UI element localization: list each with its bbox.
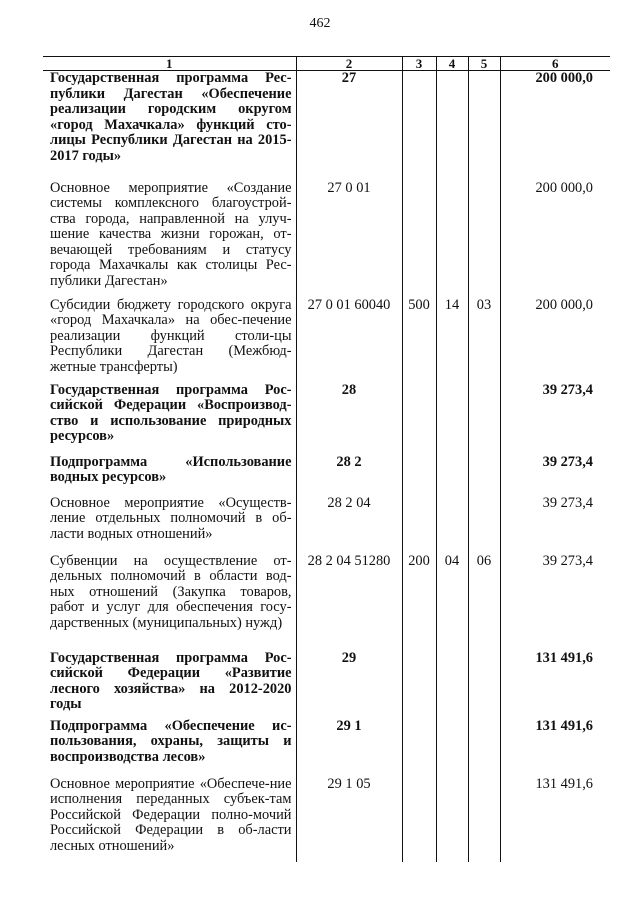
column-header-2: 2 — [296, 57, 402, 71]
table-row — [43, 777, 610, 862]
section-code-cell — [436, 455, 468, 496]
item-name-cell: Государственная программа Рос-сийской Федерации «Развитие лесного хозяйства» на 2012-2020 годы — [50, 649, 292, 712]
expense-type-cell — [402, 181, 436, 298]
item-name-cell: Государственная программа Рес-публики Дагестан «Обеспечение реализации городским округом «город Махачкала» функций сто-лицы Республики Дагестан на 2015-2017 годы» — [50, 70, 292, 164]
expense-type-cell — [402, 71, 436, 181]
item-name-cell: Субсидии бюджету городского округа «город Махачкала» на обес-печение реализации функций столи-цы Республики Дагестан (Межбюд-жетные трансферты) — [50, 296, 292, 375]
amount-cell: 200 000,0 — [500, 298, 610, 383]
subsection-code-cell: 03 — [468, 298, 500, 383]
subsection-code-cell — [468, 71, 500, 181]
table-row — [43, 383, 610, 455]
column-header-4: 4 — [436, 57, 468, 71]
target-code-cell: 28 2 04 — [296, 496, 402, 554]
section-code-cell — [436, 496, 468, 554]
target-code-cell: 28 — [296, 383, 402, 455]
section-code-cell — [436, 383, 468, 455]
amount-cell: 200 000,0 — [500, 181, 610, 298]
table-row — [43, 298, 610, 383]
expense-type-cell: 500 — [402, 298, 436, 383]
section-code-cell — [436, 777, 468, 862]
target-code-cell: 29 1 — [296, 719, 402, 777]
section-code-cell — [436, 651, 468, 719]
expense-type-cell — [402, 777, 436, 862]
target-code-cell: 29 — [296, 651, 402, 719]
table-row — [43, 181, 610, 298]
amount-cell: 131 491,6 — [500, 719, 610, 777]
section-code-cell — [436, 181, 468, 298]
item-name-cell: Подпрограмма «Обеспечение ис-пользования, охраны, защиты и воспроизводства лесов» — [50, 717, 292, 765]
target-code-cell: 27 — [296, 71, 402, 181]
column-header-6: 6 — [500, 57, 610, 71]
subsection-code-cell: 06 — [468, 554, 500, 651]
column-header-5: 5 — [468, 57, 500, 71]
subsection-code-cell — [468, 455, 500, 496]
amount-cell: 39 273,4 — [500, 383, 610, 455]
amount-cell: 39 273,4 — [500, 554, 610, 651]
target-code-cell: 28 2 04 51280 — [296, 554, 402, 651]
table-row — [43, 719, 610, 777]
item-name-cell: Государственная программа Рос-сийской Федерации «Воспроизвод-ство и использование природных ресурсов» — [50, 381, 292, 444]
budget-table — [43, 56, 610, 862]
expense-type-cell — [402, 719, 436, 777]
amount-cell: 131 491,6 — [500, 651, 610, 719]
item-name-cell: Субвенции на осуществление от-дельных полномочий в области вод-ных отношений (Закупка товаров, работ и услуг для обеспечения госу-дарственных (муниципальных) нужд) — [50, 552, 292, 631]
subsection-code-cell — [468, 181, 500, 298]
expense-type-cell — [402, 651, 436, 719]
expense-type-cell — [402, 496, 436, 554]
table-row — [43, 71, 610, 181]
table-row — [43, 554, 610, 651]
table-row — [43, 455, 610, 496]
expense-type-cell: 200 — [402, 554, 436, 651]
page-number: 462 — [309, 16, 331, 31]
section-code-cell — [436, 719, 468, 777]
amount-cell: 200 000,0 — [500, 71, 610, 181]
target-code-cell: 29 1 05 — [296, 777, 402, 862]
amount-cell: 131 491,6 — [500, 777, 610, 862]
subsection-code-cell — [468, 496, 500, 554]
subsection-code-cell — [468, 383, 500, 455]
target-code-cell: 28 2 — [296, 455, 402, 496]
table-row — [43, 651, 610, 719]
section-code-cell: 04 — [436, 554, 468, 651]
subsection-code-cell — [468, 651, 500, 719]
expense-type-cell — [402, 455, 436, 496]
subsection-code-cell — [468, 777, 500, 862]
subsection-code-cell — [468, 719, 500, 777]
column-header-3: 3 — [402, 57, 436, 71]
item-name-cell: Основное мероприятие «Осуществ-ление отдельных полномочий в об-ласти водных отношений» — [50, 494, 292, 542]
item-name-cell: Подпрограмма «Использование водных ресурсов» — [50, 453, 292, 485]
amount-cell: 39 273,4 — [500, 455, 610, 496]
table-row — [43, 496, 610, 554]
amount-cell: 39 273,4 — [500, 496, 610, 554]
item-name-cell: Основное мероприятие «Создание системы комплексного благоустрой-ства города, направленной на улуч-шение качества жизни горожан, от-вечающей требованиям и статусу города Махачкалы как столицы Рес-публики Дагестан» — [50, 179, 292, 289]
section-code-cell — [436, 71, 468, 181]
section-code-cell: 14 — [436, 298, 468, 383]
target-code-cell: 27 0 01 — [296, 181, 402, 298]
header-row — [43, 57, 610, 71]
expense-type-cell — [402, 383, 436, 455]
column-header-1: 1 — [43, 57, 296, 71]
target-code-cell: 27 0 01 60040 — [296, 298, 402, 383]
item-name-cell: Основное мероприятие «Обеспече-ние исполнения переданных субъек-там Российской Федерации полно-мочий Российской Федерации в об-ласти лесных отношений» — [50, 775, 292, 854]
